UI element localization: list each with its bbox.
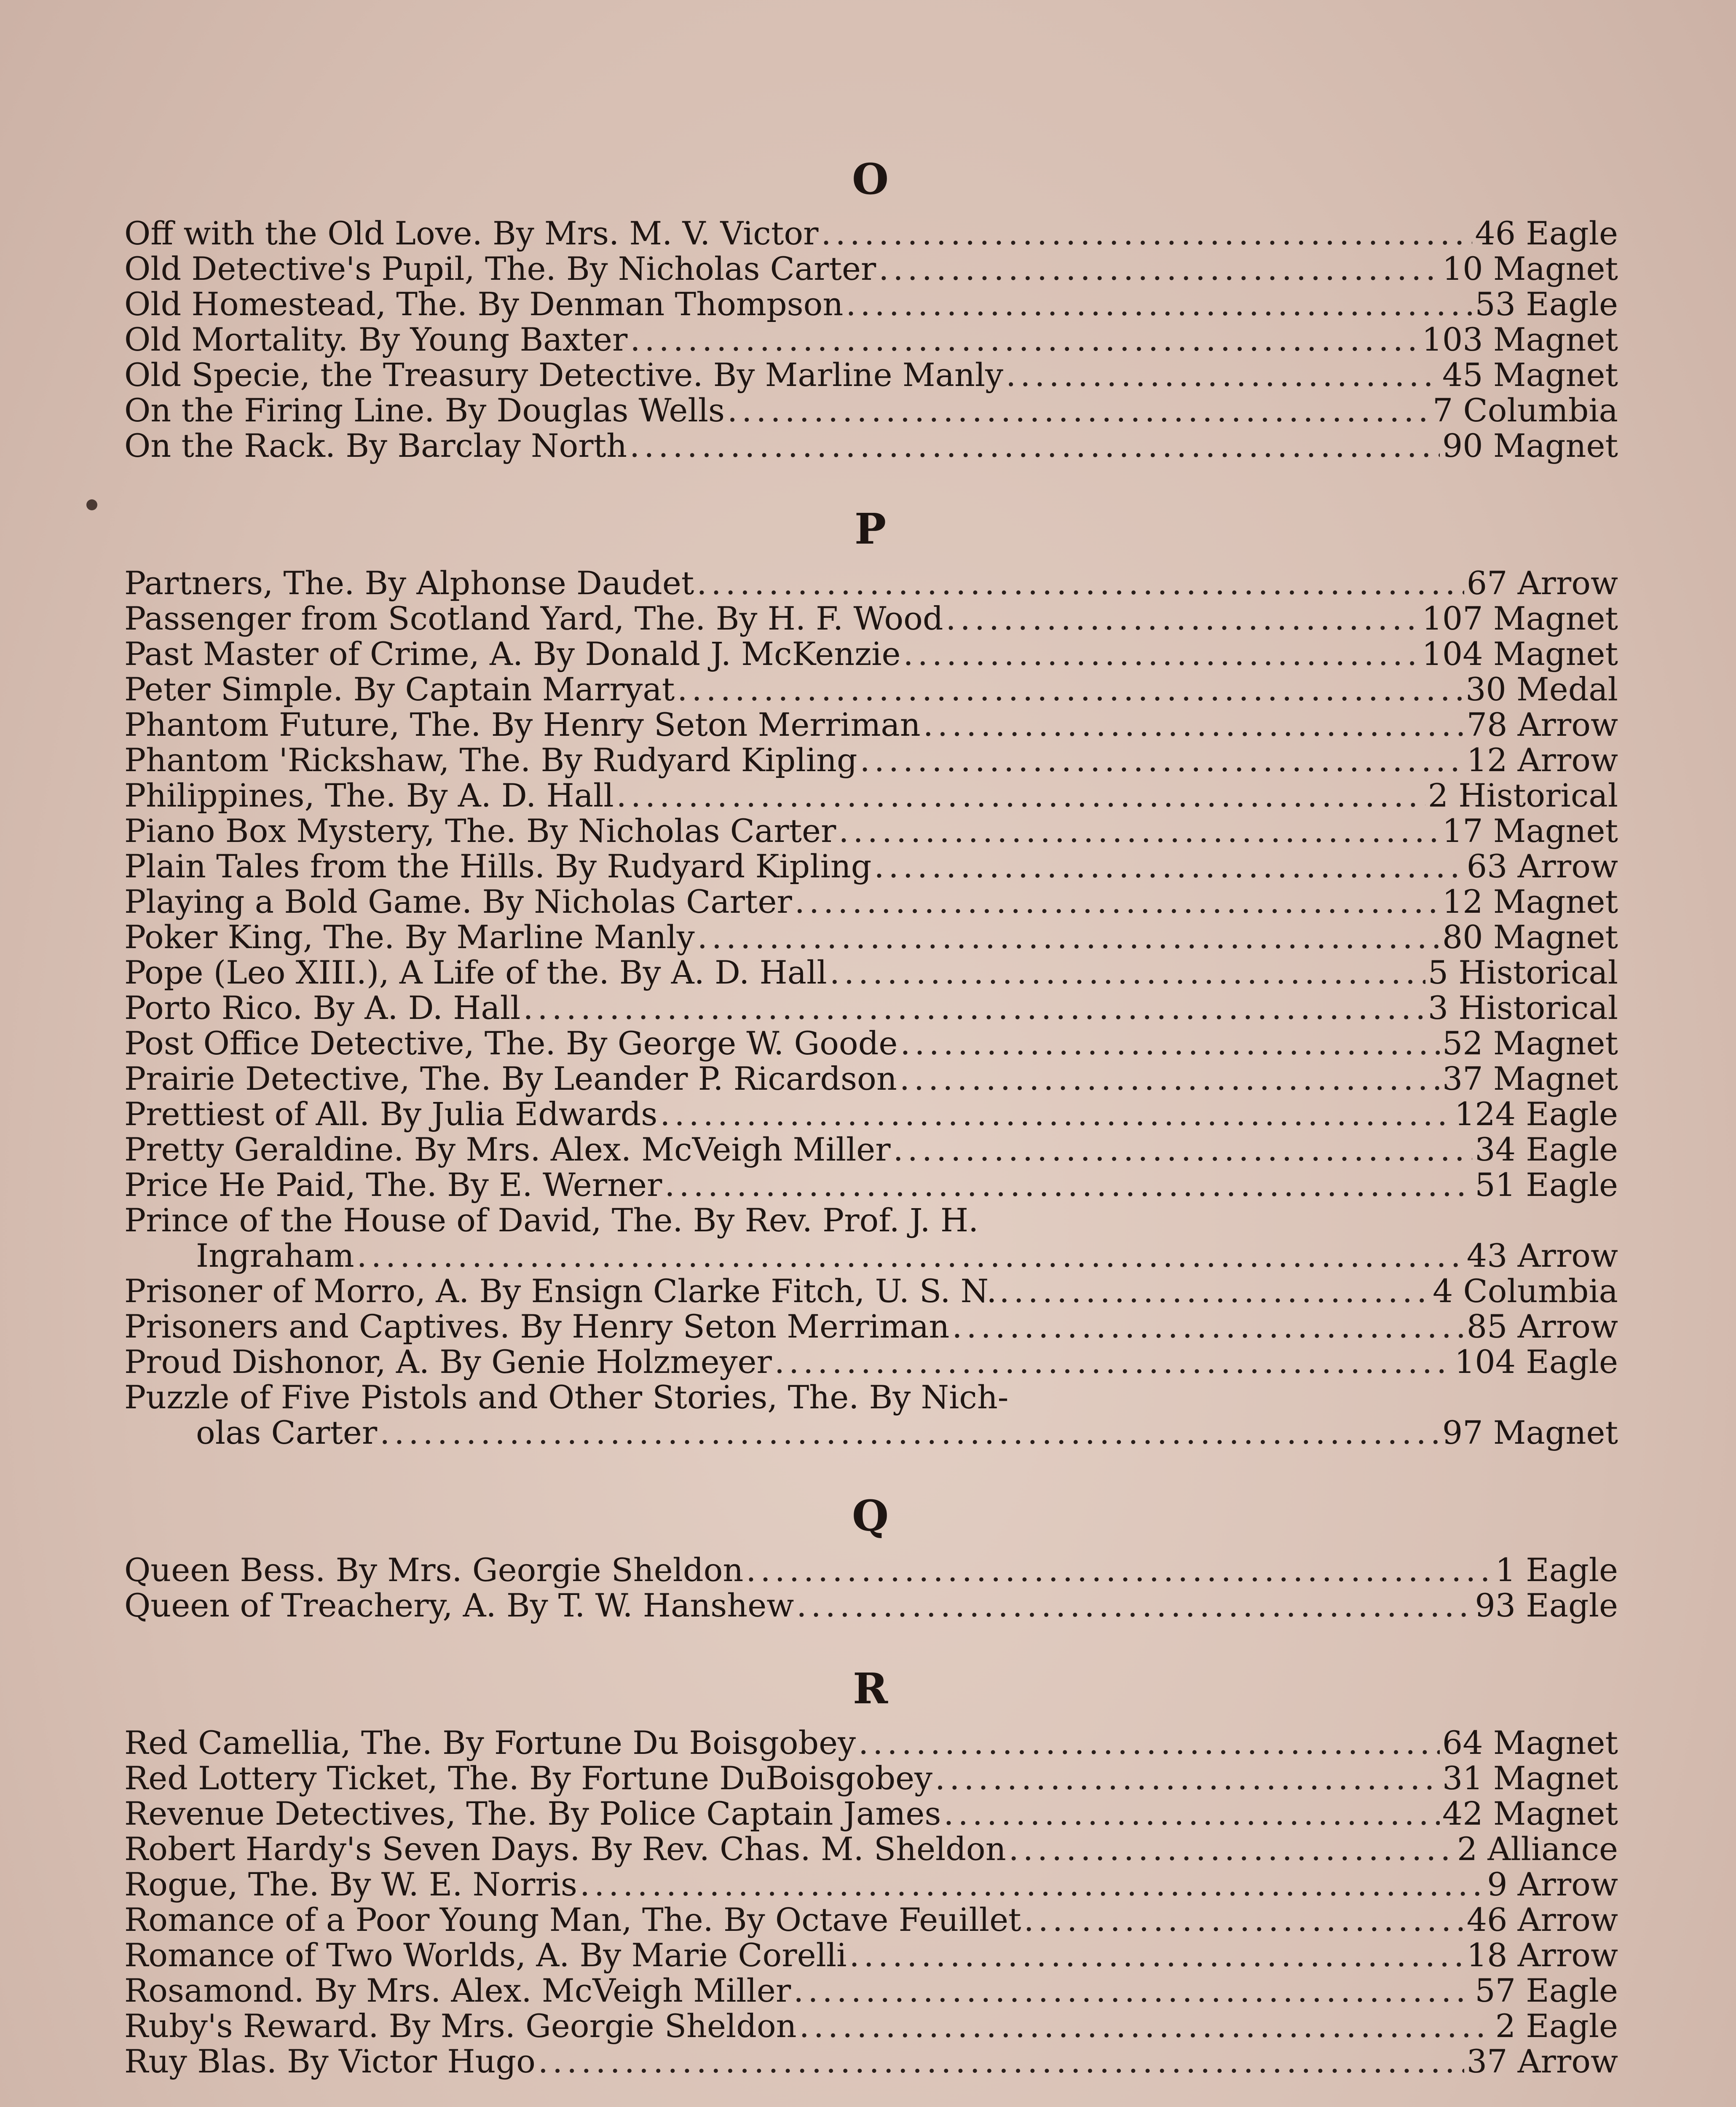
- entry-reference: 37 Arrow: [1466, 2043, 1618, 2080]
- entry-reference: 18 Arrow: [1466, 1936, 1618, 1974]
- entry-reference: 17 Magnet: [1442, 812, 1618, 850]
- entry-reference: 53 Eagle: [1475, 285, 1618, 323]
- list-item: [124, 566, 1618, 601]
- dot-leader: [697, 919, 1440, 955]
- section-p: [124, 501, 1618, 1450]
- list-item: [124, 743, 1618, 778]
- entry-reference: 42 Magnet: [1442, 1795, 1618, 1832]
- list-item: [124, 601, 1618, 636]
- dot-leader: [923, 707, 1464, 743]
- entry-reference: 45 Magnet: [1442, 356, 1618, 394]
- list-item: [124, 1273, 1618, 1309]
- dot-leader: [874, 849, 1464, 884]
- list-item: [124, 1588, 1618, 1623]
- section-letter: R: [852, 1664, 890, 1713]
- entry-title: Phantom Future, The. By Henry Seton Merriman: [124, 706, 921, 743]
- dot-leader: [860, 743, 1464, 778]
- print-dot: [86, 499, 97, 510]
- dot-leader: [879, 251, 1440, 287]
- section-letter: Q: [852, 1491, 891, 1541]
- entry-title: Off with the Old Love. By Mrs. M. V. Victor: [124, 214, 819, 252]
- entry-title: Playing a Bold Game. By Nicholas Carter: [124, 883, 792, 920]
- list-item: [124, 357, 1618, 393]
- list-item: [124, 990, 1618, 1026]
- list-item: [124, 393, 1618, 428]
- entry-title: Red Lottery Ticket, The. By Fortune DuBoisgobey: [124, 1759, 933, 1797]
- list-item: [124, 251, 1618, 287]
- dot-leader: [900, 1026, 1440, 1061]
- section-letter: O: [852, 154, 891, 204]
- entry-reference: 7 Columbia: [1432, 391, 1618, 429]
- entry-reference: 9 Arrow: [1487, 1866, 1618, 1903]
- dot-leader: [952, 1309, 1464, 1344]
- entry-reference: 4 Columbia: [1432, 1272, 1618, 1310]
- section-q: [124, 1488, 1618, 1623]
- entry-reference: 2 Eagle: [1495, 2007, 1618, 2045]
- list-item: [124, 1380, 1618, 1450]
- entry-title: Pope (Leo XIII.), A Life of the. By A. D. Hall: [124, 954, 827, 991]
- entry-title: Ruy Blas. By Victor Hugo: [124, 2043, 536, 2080]
- entry-title: Old Mortality. By Young Baxter: [124, 321, 628, 358]
- entry-title: Prisoner of Morro, A. By Ensign Clarke Fitch, U. S. N.: [124, 1272, 997, 1310]
- entry-reference: 104 Magnet: [1422, 635, 1618, 673]
- index-listing: [124, 152, 1618, 2107]
- dot-leader: [538, 2044, 1464, 2079]
- list-item: [124, 849, 1618, 884]
- dot-leader: [523, 990, 1425, 1026]
- list-item: [124, 1761, 1618, 1796]
- entry-reference: 90 Magnet: [1442, 427, 1618, 464]
- entry-title: Revenue Detectives, The. By Police Captain James: [124, 1795, 941, 1832]
- dot-leader: [935, 1761, 1440, 1796]
- dot-leader: [664, 1167, 1472, 1203]
- entry-title: Old Detective's Pupil, The. By Nicholas Carter: [124, 250, 876, 287]
- entry-title: Old Specie, the Treasury Detective. By Marline Manly: [124, 356, 1004, 394]
- list-item: [124, 636, 1618, 672]
- list-item: [124, 813, 1618, 849]
- entry-reference: 1 Eagle: [1495, 1551, 1618, 1589]
- dot-leader: [846, 287, 1472, 322]
- entry-title: Prairie Detective, The. By Leander P. Ricardson: [124, 1060, 897, 1097]
- entry-reference: 97 Magnet: [1442, 1414, 1618, 1451]
- entry-reference: 10 Magnet: [1442, 250, 1618, 287]
- list-item: [124, 1973, 1618, 2008]
- entry-title: Poker King, The. By Marline Manly: [124, 918, 695, 956]
- list-item: [124, 1026, 1618, 1061]
- list-item: [124, 1552, 1618, 1588]
- list-item: [124, 1132, 1618, 1167]
- entry-title: Prettiest of All. By Julia Edwards: [124, 1095, 658, 1133]
- dot-leader: [746, 1552, 1492, 1588]
- dot-leader: [630, 428, 1440, 464]
- entry-reference: 12 Magnet: [1442, 883, 1618, 920]
- entry-title: Robert Hardy's Seven Days. By Rev. Chas. M. Sheldon: [124, 1830, 1006, 1868]
- entry-reference: 67 Arrow: [1466, 564, 1618, 602]
- entry-title: Ingraham: [196, 1237, 354, 1274]
- entry-title: Queen of Treachery, A. By T. W. Hanshew: [124, 1587, 794, 1624]
- entry-reference: 63 Arrow: [1466, 847, 1618, 885]
- entry-reference: 2 Alliance: [1457, 1830, 1618, 1868]
- dot-leader: [946, 601, 1420, 636]
- dot-leader: [1009, 1831, 1455, 1867]
- dot-leader: [774, 1344, 1452, 1380]
- entry-reference: 30 Medal: [1465, 670, 1618, 708]
- entry-title: On the Rack. By Barclay North: [124, 427, 627, 464]
- dot-leader: [830, 955, 1425, 990]
- list-item: [124, 1902, 1618, 1938]
- entry-title: Proud Dishonor, A. By Genie Holzmeyer: [124, 1343, 772, 1381]
- list-item: [124, 1867, 1618, 1902]
- entry-title: Passenger from Scotland Yard, The. By H. F. Wood: [124, 600, 943, 637]
- entry-reference: 104 Eagle: [1455, 1343, 1618, 1381]
- entry-title: Ruby's Reward. By Mrs. Georgie Sheldon: [124, 2007, 797, 2045]
- entry-title: Partners, The. By Alphonse Daudet: [124, 564, 694, 602]
- entry-title: Old Homestead, The. By Denman Thompson: [124, 285, 844, 323]
- dot-leader: [799, 2008, 1493, 2044]
- entry-title: Price He Paid, The. By E. Werner: [124, 1166, 662, 1204]
- entry-title: Porto Rico. By A. D. Hall: [124, 989, 521, 1027]
- entry-reference: 3 Historical: [1428, 989, 1618, 1027]
- entry-title: Queen Bess. By Mrs. Georgie Sheldon: [124, 1551, 744, 1589]
- entry-title: Rogue, The. By W. E. Norris: [124, 1866, 577, 1903]
- list-item: [124, 1096, 1618, 1132]
- entry-title: Peter Simple. By Captain Marryat: [124, 670, 675, 708]
- entry-title: olas Carter: [196, 1414, 378, 1451]
- list-item: [124, 919, 1618, 955]
- dot-leader: [580, 1867, 1484, 1902]
- entry-reference: 5 Historical: [1428, 954, 1618, 991]
- list-item: [124, 428, 1618, 464]
- section-r: [124, 1661, 1618, 2079]
- entry-reference: 93 Eagle: [1475, 1587, 1618, 1624]
- entry-title: Phantom 'Rickshaw, The. By Rudyard Kipling: [124, 741, 857, 779]
- entry-reference: 37 Magnet: [1442, 1060, 1618, 1097]
- entry-reference: 124 Eagle: [1455, 1095, 1618, 1133]
- entry-reference: 2 Historical: [1428, 777, 1618, 814]
- dot-leader: [380, 1415, 1440, 1450]
- entry-reference: 12 Arrow: [1466, 741, 1618, 779]
- dot-leader: [1024, 1902, 1464, 1938]
- dot-leader: [697, 566, 1464, 601]
- entry-title: Prisoners and Captives. By Henry Seton Merriman: [124, 1308, 950, 1345]
- entry-reference: 46 Eagle: [1475, 214, 1618, 252]
- dot-leader: [793, 1973, 1472, 2008]
- entry-title: On the Firing Line. By Douglas Wells: [124, 391, 725, 429]
- list-item: [124, 1344, 1618, 1380]
- list-item: [124, 216, 1618, 251]
- entry-reference: 85 Arrow: [1466, 1308, 1618, 1345]
- dot-leader: [903, 636, 1420, 672]
- list-item: [124, 1831, 1618, 1867]
- list-item: [124, 1061, 1618, 1096]
- dot-leader: [357, 1238, 1464, 1273]
- list-item: [124, 1167, 1618, 1203]
- entry-title: Post Office Detective, The. By George W. Goode: [124, 1024, 898, 1062]
- list-item: [124, 778, 1618, 813]
- entry-title: Romance of Two Worlds, A. By Marie Corelli: [124, 1936, 847, 1974]
- dot-leader: [1006, 357, 1440, 393]
- dot-leader: [630, 322, 1419, 357]
- dot-leader: [900, 1061, 1440, 1096]
- list-item: [124, 322, 1618, 357]
- dot-leader: [943, 1796, 1439, 1831]
- entry-reference: 103 Magnet: [1422, 321, 1618, 358]
- dot-leader: [796, 1588, 1472, 1623]
- entry-reference: 51 Eagle: [1475, 1166, 1618, 1204]
- dot-leader: [660, 1096, 1452, 1132]
- list-item: [124, 1725, 1618, 1761]
- entry-title: Pretty Geraldine. By Mrs. Alex. McVeigh Miller: [124, 1131, 891, 1168]
- list-item: [124, 2044, 1618, 2079]
- list-item: [124, 1796, 1618, 1831]
- list-item: [124, 707, 1618, 743]
- list-item: [124, 1309, 1618, 1344]
- dot-leader: [821, 216, 1472, 251]
- list-item: [124, 884, 1618, 919]
- list-item: [124, 672, 1618, 707]
- entry-reference: 31 Magnet: [1442, 1759, 1618, 1797]
- list-item: [124, 2008, 1618, 2044]
- dot-leader: [727, 393, 1430, 428]
- dot-leader: [616, 778, 1425, 813]
- entry-title: Piano Box Mystery, The. By Nicholas Carter: [124, 812, 836, 850]
- section-o: [124, 152, 1618, 464]
- list-item: [124, 1203, 1618, 1273]
- entry-reference: 107 Magnet: [1422, 600, 1618, 637]
- entry-title: Philippines, The. By A. D. Hall: [124, 777, 614, 814]
- dot-leader: [893, 1132, 1473, 1167]
- entry-reference: 43 Arrow: [1466, 1237, 1618, 1274]
- dot-leader: [839, 813, 1440, 849]
- entry-title: Past Master of Crime, A. By Donald J. McKenzie: [124, 635, 901, 673]
- list-item: [124, 1938, 1618, 1973]
- list-item: [124, 287, 1618, 322]
- dot-leader: [795, 884, 1440, 919]
- dot-leader: [849, 1938, 1464, 1973]
- dot-leader: [999, 1273, 1430, 1309]
- entry-reference: 64 Magnet: [1442, 1724, 1618, 1761]
- entry-title: Rosamond. By Mrs. Alex. McVeigh Miller: [124, 1972, 791, 2009]
- entry-reference: 80 Magnet: [1442, 918, 1618, 956]
- entry-reference: 78 Arrow: [1466, 706, 1618, 743]
- entry-reference: 52 Magnet: [1442, 1024, 1618, 1062]
- entry-title: Red Camellia, The. By Fortune Du Boisgobey: [124, 1724, 856, 1761]
- dot-leader: [858, 1725, 1440, 1761]
- entry-title-line: Puzzle of Five Pistols and Other Stories, The. By Nich-: [124, 1378, 1009, 1416]
- entry-reference: 46 Arrow: [1466, 1901, 1618, 1938]
- section-letter: P: [854, 504, 888, 554]
- entry-reference: 34 Eagle: [1475, 1131, 1618, 1168]
- entry-title: Plain Tales from the Hills. By Rudyard Kipling: [124, 847, 872, 885]
- list-item: [124, 955, 1618, 990]
- entry-title-line: Prince of the House of David, The. By Rev. Prof. J. H.: [124, 1201, 979, 1239]
- dot-leader: [677, 672, 1463, 707]
- entry-title: Romance of a Poor Young Man, The. By Octave Feuillet: [124, 1901, 1021, 1938]
- entry-reference: 57 Eagle: [1475, 1972, 1618, 2009]
